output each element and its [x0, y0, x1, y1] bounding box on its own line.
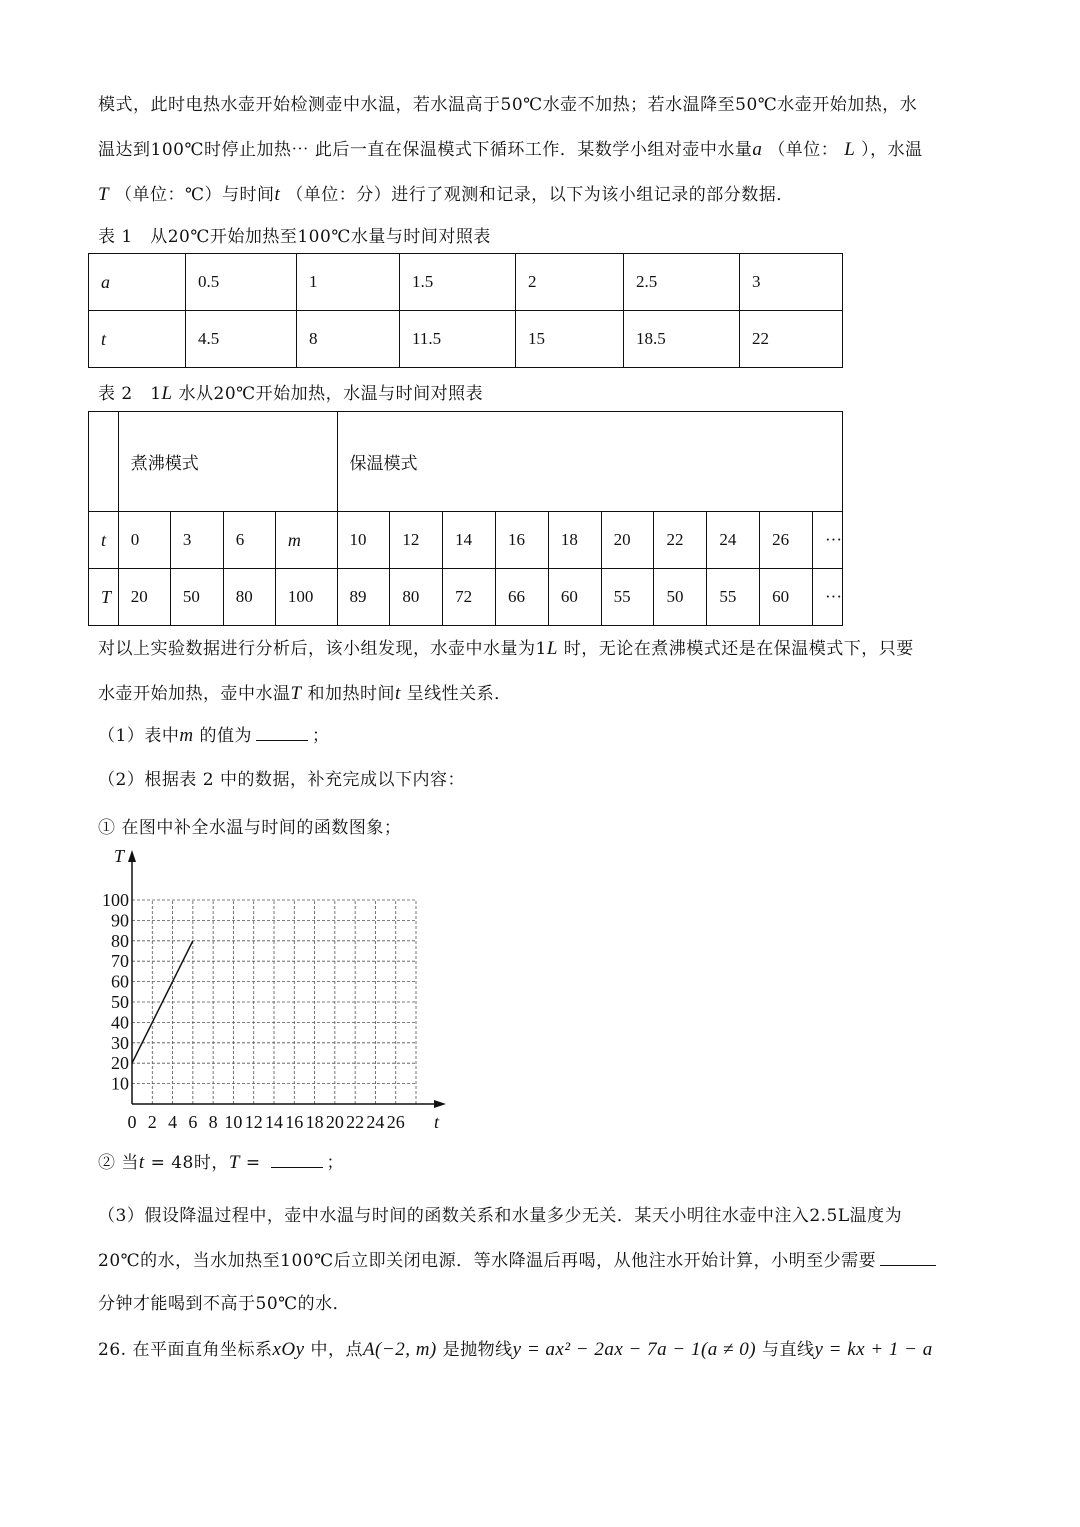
y-tick-label: 50 — [111, 992, 129, 1012]
table-row — [89, 311, 843, 368]
var-t: t — [394, 683, 401, 704]
intro-text-3b: （单位：分）进行了观测和记录，以下为该小组记录的部分数据． — [286, 185, 794, 205]
q3-text-l2: 20℃的水，当水加热至100℃后立即关闭电源．等水降温后再喝，从他注水开始计算，小明至少需要 — [98, 1251, 877, 1271]
q1-text-b: 的值为 — [193, 726, 252, 746]
q26-point-a: A(−2, m) — [362, 1339, 437, 1360]
x-tick-label: 18 — [305, 1112, 324, 1132]
table-cell: 50 — [170, 569, 223, 626]
table-cell: ··· — [813, 512, 843, 569]
table-cell: 18.5 — [624, 311, 740, 368]
table2-caption-post: 水从20℃开始加热，水温与时间对照表 — [172, 384, 484, 404]
x-tick-label: 20 — [325, 1112, 344, 1132]
var-T: T — [98, 184, 110, 205]
x-tick-label: 10 — [224, 1112, 243, 1132]
table-cell: 22 — [740, 311, 843, 368]
table-cell: 2 — [516, 254, 624, 311]
intro-text-2c: ），水温 — [861, 140, 923, 160]
q26-xoy: xOy — [272, 1339, 305, 1360]
table-row — [89, 254, 843, 311]
question-2: （2）根据表 2 中的数据，补充完成以下内容： — [98, 770, 465, 790]
intro-text-2b: （单位： — [768, 140, 839, 160]
y-tick-label: 40 — [111, 1012, 129, 1033]
table-cell: 8 — [297, 311, 400, 368]
analysis-text-2a: 水壶开始加热，壶中水温 — [98, 684, 291, 704]
table-cell: 18 — [548, 512, 601, 569]
table-row — [89, 512, 843, 569]
y-tick-label: 70 — [111, 951, 129, 972]
answer-blank[interactable] — [880, 1247, 936, 1266]
analysis-text-2c: 和加热时间 — [301, 684, 395, 704]
var-L: L — [546, 638, 558, 659]
y-axis-label: T — [114, 850, 125, 866]
y-tick-label: 30 — [111, 1032, 129, 1053]
table-cell: 50 — [654, 569, 707, 626]
analysis-text-1c: 时，无论在煮沸模式还是在保温模式下，只要 — [557, 639, 914, 659]
y-tick-label: 90 — [111, 910, 129, 931]
y-axis-arrow-icon — [128, 850, 136, 862]
question-3-line-3: 分钟才能喝到不高于50℃的水． — [98, 1294, 351, 1314]
table-cell: 2.5 — [624, 254, 740, 311]
intro-text-3a: （单位：℃）与时间 — [114, 185, 275, 205]
table-cell — [89, 412, 119, 512]
table-cell: a — [89, 254, 186, 311]
table1-caption: 表 1 从20℃开始加热至100℃水量与时间对照表 — [98, 227, 491, 247]
q2-2-text-a: ② 当 — [98, 1153, 139, 1173]
x-tick-label: 0 — [127, 1112, 137, 1132]
x-tick-label: 6 — [188, 1112, 198, 1132]
table-cell: 0.5 — [186, 254, 297, 311]
question-2-1: ① 在图中补全水温与时间的函数图象； — [98, 818, 402, 838]
question-3-line-1: （3）假设降温过程中，壶中水温与时间的函数关系和水量多少无关．某天小明往水壶中注入2.5L温度为 — [98, 1206, 903, 1226]
table-cell: 1 — [297, 254, 400, 311]
table-cell: 3 — [740, 254, 843, 311]
question-3-line-2 — [98, 1246, 940, 1271]
table-cell: 100 — [275, 569, 337, 626]
var-m: m — [179, 725, 194, 746]
var-L: L — [844, 139, 856, 160]
q2-2-text-d: ； — [326, 1153, 345, 1173]
table-header-row — [89, 412, 843, 512]
x-tick-label: 16 — [285, 1112, 304, 1132]
answer-blank[interactable] — [271, 1149, 323, 1168]
var-L: L — [161, 383, 173, 404]
x-tick-label: 4 — [168, 1112, 178, 1132]
table-cell: 6 — [223, 512, 275, 569]
intro-text-1: 模式，此时电热水壶开始检测壶中水温，若水温高于50℃水壶不加热；若水温降至50℃水壶开始加热，水 — [98, 95, 918, 115]
table-cell: t — [89, 512, 119, 569]
x-tick-label: 14 — [265, 1112, 283, 1132]
y-tick-label: 100 — [102, 890, 129, 910]
table-cell: 11.5 — [400, 311, 516, 368]
table-row — [89, 569, 843, 626]
table-cell: 0 — [118, 512, 170, 569]
table-cell: 1.5 — [400, 254, 516, 311]
table-cell: 15 — [516, 311, 624, 368]
y-tick-label: 20 — [111, 1053, 129, 1074]
var-T: T — [228, 1152, 240, 1173]
table-cell: 20 — [118, 569, 170, 626]
chart-grid — [132, 900, 416, 1104]
table-cell: 10 — [337, 512, 390, 569]
table-cell: 20 — [601, 512, 654, 569]
q26-text-c: 是抛物线 — [436, 1340, 513, 1360]
analysis-text-1a: 对以上实验数据进行分析后，该小组发现，水壶中水量为1 — [98, 639, 547, 659]
table-cell: 26 — [760, 512, 813, 569]
question-1 — [98, 721, 329, 747]
table-cell: T — [89, 569, 119, 626]
table-cell: 12 — [390, 512, 443, 569]
table-cell: 89 — [337, 569, 390, 626]
table-cell: 60 — [548, 569, 601, 626]
q26-text-d: 与直线 — [756, 1340, 815, 1360]
question-2-2 — [98, 1148, 344, 1174]
table2-caption — [98, 379, 483, 405]
x-tick-label: 12 — [244, 1112, 263, 1132]
intro-text-2a: 温达到100℃时停止加热⋯ 此后一直在保温模式下循环工作．某数学小组对壶中水量 — [98, 140, 753, 160]
table-cell: 60 — [760, 569, 813, 626]
x-axis-arrow-icon — [434, 1100, 446, 1108]
table1 — [88, 253, 843, 368]
table-cell: 22 — [654, 512, 707, 569]
table-cell: m — [275, 512, 337, 569]
y-tick-label: 80 — [111, 930, 129, 951]
q2-2-text-c: = — [239, 1153, 267, 1173]
q26-text-a: 26. 在平面直角坐标系 — [98, 1340, 273, 1360]
table2-caption-pre: 表 2 1 — [98, 384, 162, 404]
table-cell: 14 — [443, 512, 496, 569]
table-cell: 55 — [601, 569, 654, 626]
var-T: T — [290, 683, 302, 704]
intro-line-3 — [98, 180, 794, 206]
table-cell: 3 — [170, 512, 223, 569]
table-cell: 80 — [223, 569, 275, 626]
x-tick-label: 8 — [208, 1112, 218, 1132]
table-cell: 80 — [390, 569, 443, 626]
table-cell: 4.5 — [186, 311, 297, 368]
intro-line-2 — [98, 135, 923, 161]
temperature-time-chart — [98, 850, 458, 1135]
answer-blank[interactable] — [256, 722, 308, 741]
analysis-line-2 — [98, 679, 512, 705]
table-cell: ··· — [813, 569, 843, 626]
x-tick-label: 22 — [346, 1112, 365, 1132]
table-cell: 66 — [496, 569, 549, 626]
mode-keep-header: 保温模式 — [337, 412, 842, 512]
var-t: t — [138, 1152, 145, 1173]
x-tick-label: 26 — [386, 1112, 405, 1132]
mode-boil-header: 煮沸模式 — [118, 412, 337, 512]
table-cell: 16 — [496, 512, 549, 569]
chart-axes — [114, 850, 446, 1132]
question-26 — [98, 1335, 933, 1361]
var-t: t — [274, 184, 281, 205]
analysis-text-2e: 呈线性关系． — [400, 684, 512, 704]
q2-2-text-b: = 48时， — [144, 1153, 229, 1173]
intro-line-1 — [98, 90, 917, 115]
var-a: a — [752, 139, 763, 160]
analysis-line-1 — [98, 634, 914, 660]
y-tick-label: 60 — [111, 971, 129, 992]
q1-text-c: ； — [311, 726, 330, 746]
y-tick-label: 10 — [111, 1073, 129, 1094]
table-cell: 72 — [443, 569, 496, 626]
q26-line: y = kx + 1 − a — [814, 1339, 933, 1360]
table-cell: 24 — [707, 512, 760, 569]
table2 — [88, 411, 843, 626]
q26-parabola: y = ax² − 2ax − 7a − 1(a ≠ 0) — [512, 1339, 757, 1360]
table-cell: t — [89, 311, 186, 368]
x-tick-label: 2 — [147, 1112, 157, 1132]
q1-text-a: （1）表中 — [98, 726, 180, 746]
table-cell: 55 — [707, 569, 760, 626]
x-axis-label: t — [434, 1112, 440, 1132]
x-tick-label: 24 — [366, 1112, 385, 1132]
q26-text-b: 中，点 — [304, 1340, 363, 1360]
